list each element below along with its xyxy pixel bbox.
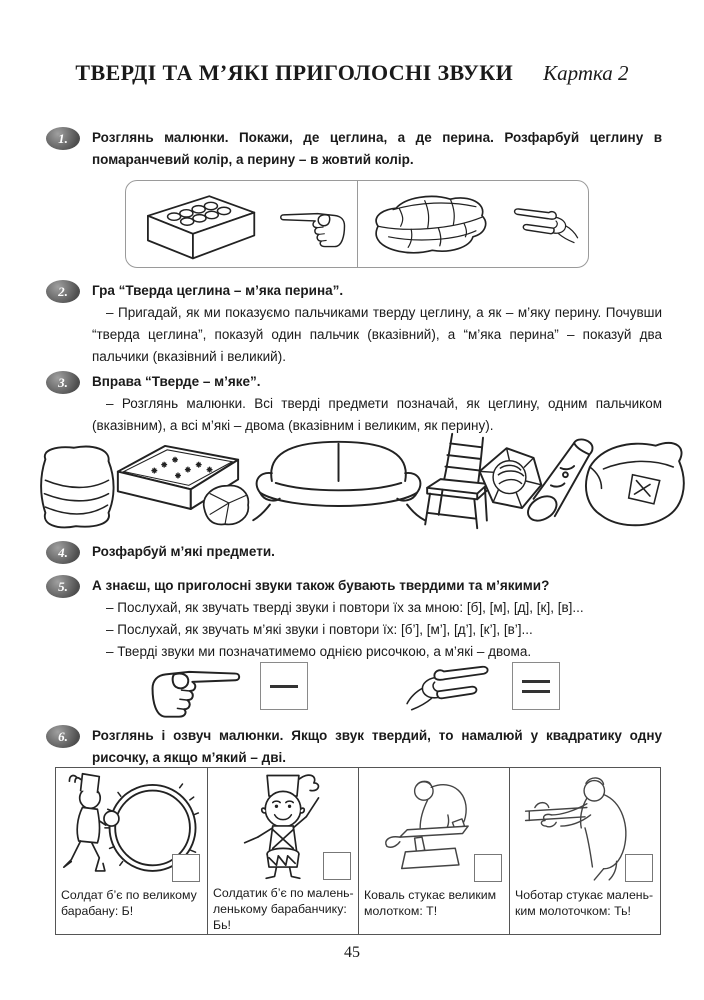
duvet-drawing <box>366 187 494 261</box>
task-3 <box>46 371 662 437</box>
task6-number-badge <box>46 725 80 748</box>
square-two-dash-mark <box>512 662 560 710</box>
task5-heading: А знаєш, що приголосні звуки також бувають твердими та м’якими? <box>92 578 550 593</box>
soft-duvet-panel <box>357 181 589 267</box>
task6-number: 6. <box>58 728 68 744</box>
task1-text: Розглянь малюнки. Покажи, де цеглина, а де перина. Розфарбуй цеглину в помаранчевий колір, а перину – в жовтий колір. <box>92 130 662 167</box>
cell-caption: Коваль стукає великим молотком: Т! <box>364 888 497 918</box>
task5-bullet-marks: – Тверді звуки ми позначатимемо однією рисочкою, а м’які – двома. <box>106 644 532 659</box>
task2-number-badge <box>46 280 80 303</box>
picture-area <box>208 768 358 882</box>
hard-brick-panel <box>126 181 357 267</box>
hard-sound-dash <box>270 685 298 688</box>
task-1 <box>46 127 662 171</box>
task5-number: 5. <box>58 578 68 594</box>
task4-number-badge <box>46 541 80 564</box>
square-one-dash-mark <box>260 662 308 710</box>
soft-mark-group <box>404 654 560 718</box>
task1-picture-box <box>125 180 589 268</box>
task3-number: 3. <box>58 374 68 390</box>
soft-sound-dash-1 <box>522 680 550 683</box>
table-cell-blacksmith <box>358 768 509 934</box>
task5-bullet-hard: – Послухай, як звучать тверді звуки і повтори їх за мною: [б], [м], [д], [к], [в]... <box>106 600 584 615</box>
task2-number: 2. <box>58 283 68 299</box>
drummer-boy-drawing <box>231 768 335 882</box>
task1-number-badge <box>46 127 80 150</box>
card-label: Картка 2 <box>543 61 629 85</box>
task4-text: Розфарбуй м’які предмети. <box>92 544 275 559</box>
task6-text: Розглянь і озвуч малюнки. Якщо звук твердий, то намалюй у квадратику одну рисочку, а якщо м’який – дві. <box>92 728 662 765</box>
task6-exercise-table <box>55 767 661 935</box>
cell-caption: Солдатик б’є по малень-ленькому барабанчику: Бь! <box>213 886 354 932</box>
brick-drawing <box>131 188 263 260</box>
pillow-drawing <box>32 442 120 530</box>
page-title: ТВЕРДІ ТА М’ЯКІ ПРИГОЛОСНІ ЗВУКИ <box>75 60 514 85</box>
cushion-drawing <box>578 434 690 531</box>
picture-area <box>359 768 509 884</box>
cell-caption: Солдат б’є по великому барабану: Б! <box>61 888 197 918</box>
task5-number-badge <box>46 575 80 598</box>
hand-two-fingers-icon <box>404 654 496 718</box>
table-cell-little-soldier <box>207 768 358 934</box>
task4-number: 4. <box>58 544 68 560</box>
answer-square <box>625 854 653 882</box>
hand-one-finger-icon <box>277 199 351 249</box>
task3-body: – Розглянь малюнки. Всі тверді предмети позначай, як цеглину, одним пальчиком (вказівним), а всі м’які – двома (вказівним і великим, як перину). <box>92 396 662 433</box>
stone-drawing <box>198 480 254 528</box>
header <box>0 60 704 86</box>
cell-caption: Чоботар стукає малень-ким молоточком: Ть! <box>515 888 654 918</box>
hard-mark-group <box>144 652 308 720</box>
answer-square <box>172 854 200 882</box>
table-cell-shoemaker <box>509 768 660 934</box>
picture-area <box>510 768 660 884</box>
task3-objects-row <box>30 430 690 532</box>
task-6 <box>46 725 662 769</box>
answer-square <box>323 852 351 880</box>
soft-sound-dash-2 <box>522 690 550 693</box>
table-cell-soldier <box>56 768 207 934</box>
hand-one-finger-icon <box>144 652 244 720</box>
task1-number: 1. <box>58 130 68 146</box>
sound-marks-row <box>0 652 704 720</box>
picture-area <box>56 768 207 884</box>
task-5 <box>46 575 662 663</box>
hand-two-fingers-icon <box>508 199 580 249</box>
task3-number-badge <box>46 371 80 394</box>
task2-heading: Гра “Тверда цеглина – м’яка перина”. <box>92 283 344 298</box>
page-number: 45 <box>344 944 360 961</box>
task5-bullet-soft: – Послухай, як звучать м’які звуки і повтори їх: [б’], [м’], [д’], [к’], [в’]... <box>106 622 533 637</box>
task-2 <box>46 280 662 368</box>
task2-body: – Пригадай, як ми показуємо пальчиками тверду цеглину, а як – м’яку перину. Почувши “тверда цеглина”, показуй один пальчик (вказівний), а “м’яка перина” – показуй два пальчики (вказівний і великий). <box>92 305 662 364</box>
task-4 <box>46 541 662 563</box>
answer-square <box>474 854 502 882</box>
task3-heading: Вправа “Тверде – м’яке”. <box>92 374 261 389</box>
